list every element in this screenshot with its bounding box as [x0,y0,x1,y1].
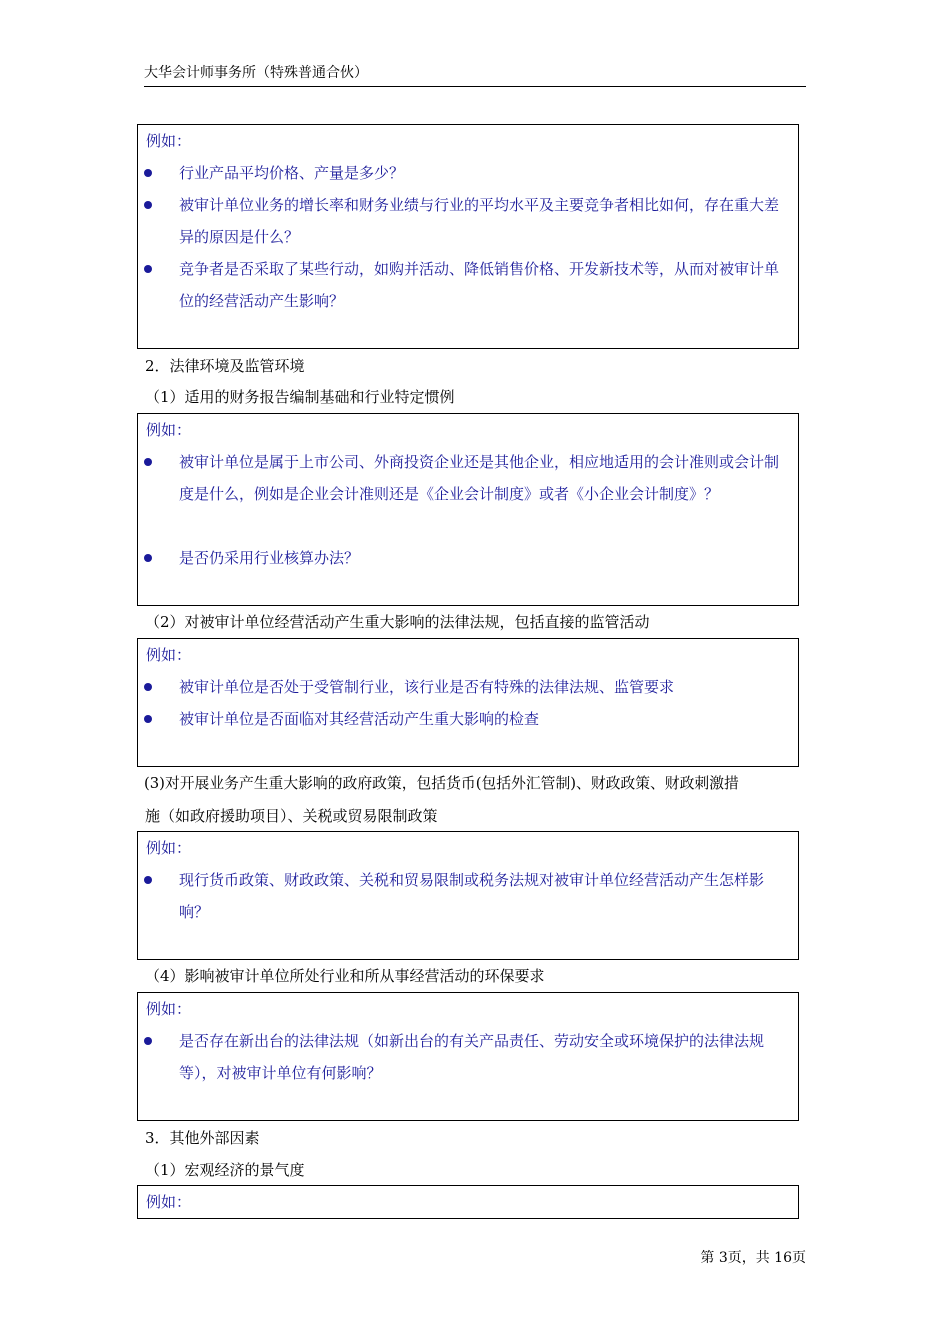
example-box-4: 例如： 现行货币政策、财政政策、关税和贸易限制或税务法规对被审计单位经营活动产生怎样影响？ [137,831,799,960]
example-label: 例如： [146,421,192,439]
example-box-2: 例如： 被审计单位是属于上市公司、外商投资企业还是其他企业，相应地适用的会计准则或会计制度是什么，例如是企业会计准则还是《企业会计制度》或者《小企业会计制度》？ 是否仍采用行业核算办法？ [137,413,799,606]
section-2-sub-3-line-1: (3)对开展业务产生重大影响的政府政策，包括货币(包括外汇管制)、财政政策、财政刺激措 [144,775,739,792]
bullet-icon [144,683,152,691]
section-2-sub-4: （4）影响被审计单位所处行业和所从事经营活动的环保要求 [145,967,545,985]
example-label: 例如： [146,1193,192,1211]
header-title: 大华会计师事务所（特殊普通合伙） [144,65,368,81]
example-label: 例如： [146,1000,192,1018]
bullet-icon [144,1037,152,1045]
example-box-1: 例如： 行业产品平均价格、产量是多少？ 被审计单位业务的增长率和财务业绩与行业的平均水平及主要竞争者相比如何，存在重大差异的原因是什么？ 竞争者是否采取了某些行动，如购并活动、降低销售价格、开发新技术等，从而对被审计单位的经营活动产生影响？ [137,124,799,349]
example-box-6 [137,1185,799,1219]
section-2-sub-1: （1）适用的财务报告编制基础和行业特定惯例 [145,388,455,406]
bullet-icon [144,201,152,209]
section-3-sub-1: （1）宏观经济的景气度 [145,1161,305,1179]
bullet-icon [144,876,152,884]
example-label: 例如： [146,646,192,664]
bullet-icon [144,169,152,177]
bullet-icon [144,265,152,273]
example-label: 例如： [146,839,192,857]
bullet-icon [144,554,152,562]
example-box-5: 例如： 是否存在新出台的法律法规（如新出台的有关产品责任、劳动安全或环境保护的法律法规等），对被审计单位有何影响？ [137,992,799,1121]
page-header [144,60,806,87]
bullet-icon [144,458,152,466]
section-2-sub-2: （2）对被审计单位经营活动产生重大影响的法律法规，包括直接的监管活动 [145,613,650,631]
bullet-icon [144,715,152,723]
page-number: 第 3页，共 16页 [700,1250,806,1266]
example-box-3: 例如： 被审计单位是否处于受管制行业，该行业是否有特殊的法律法规、监管要求 被审计单位是否面临对其经营活动产生重大影响的检查 [137,638,799,767]
section-2-sub-3-line-2: 施（如政府援助项目）、关税或贸易限制政策 [145,807,438,825]
example-label: 例如： [146,132,192,150]
section-3-title: 3．其他外部因素 [145,1129,260,1147]
section-2-title: 2．法律环境及监管环境 [145,357,305,375]
